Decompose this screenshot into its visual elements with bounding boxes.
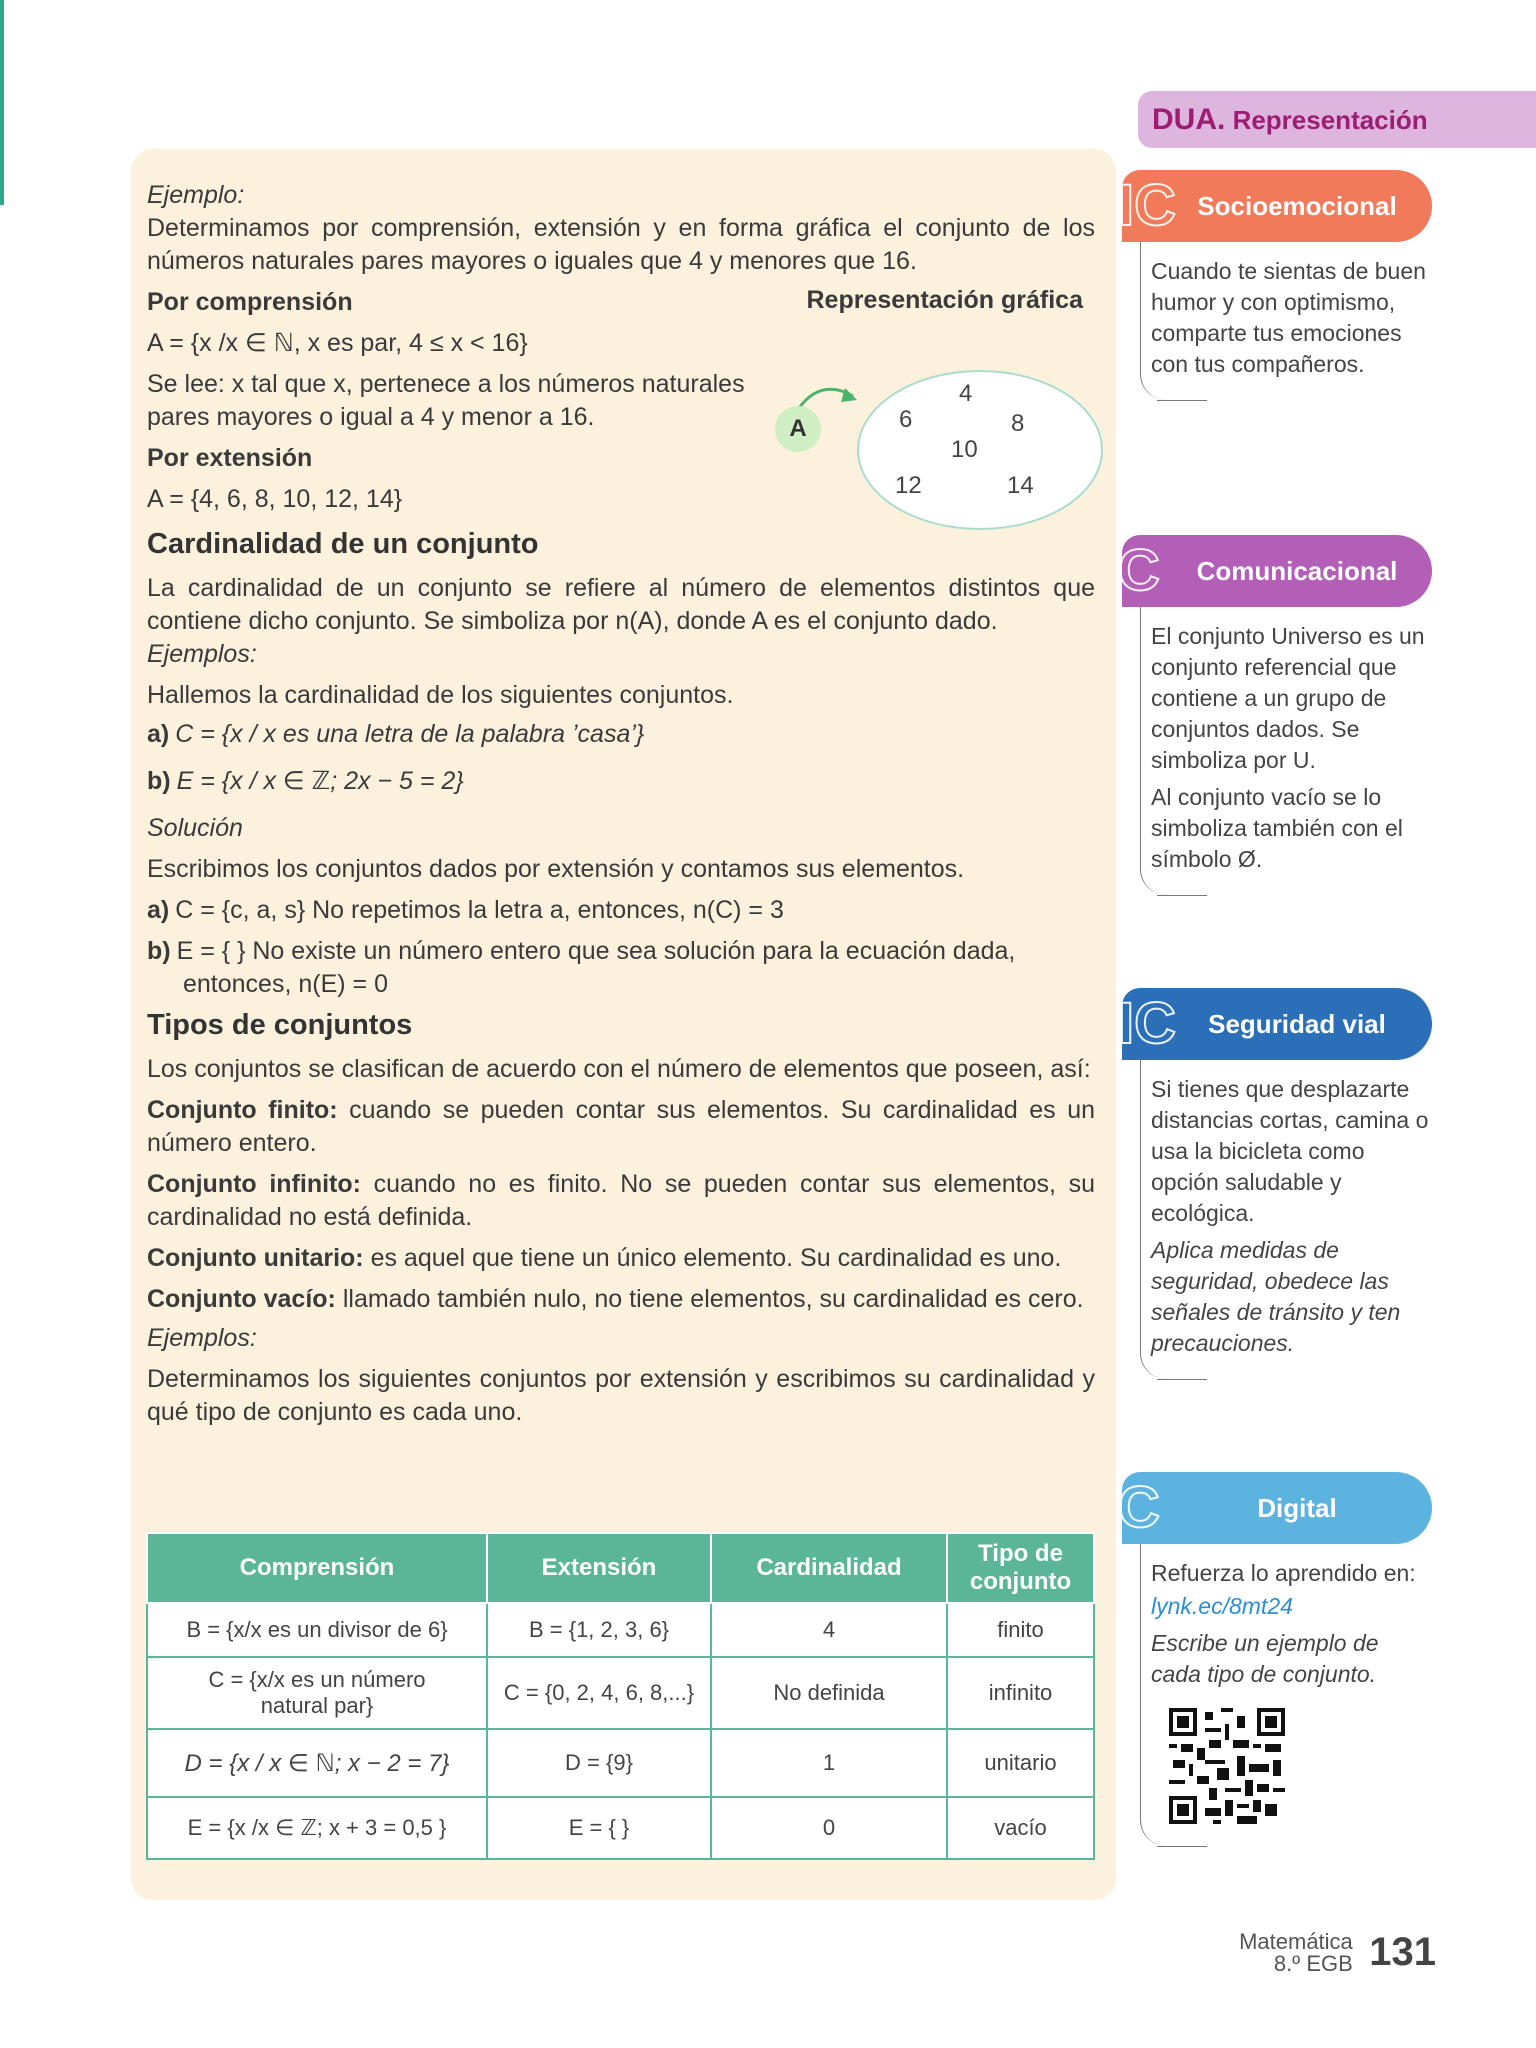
example-heading: Ejemplo:	[147, 181, 245, 209]
dua-banner: DUA. Representación	[1138, 91, 1536, 148]
qr-code-icon[interactable]	[1169, 1708, 1285, 1824]
seguridad-vial-title: Seguridad vial	[1208, 1009, 1386, 1039]
cardinality-prompt: Hallemos la cardinalidad de los siguientes conjuntos.	[147, 681, 734, 709]
diagram-element: 6	[899, 406, 913, 433]
table-cell: vacío	[947, 1797, 1094, 1859]
table-cell: D = {9}	[487, 1729, 711, 1797]
socioemocional-body: Cuando te sientas de buen humor y con optimismo, comparte tus emociones con tus compañeros.	[1140, 242, 1432, 400]
digital-body: Refuerza lo aprendido en: lynk.ec/8mt24 Escribe un ejemplo de cada tipo de conjunto.	[1140, 1544, 1432, 1846]
cardinality-title: Cardinalidad de un conjunto	[147, 528, 539, 560]
page-edge-line	[0, 0, 4, 205]
solution-b-cont: entonces, n(E) = 0	[183, 970, 388, 998]
table-header: Comprensión	[147, 1533, 487, 1603]
digital-link[interactable]: lynk.ec/8mt24	[1151, 1593, 1293, 1619]
table-cell: D = {x / x ∈ ℕ; x − 2 = 7}	[147, 1729, 487, 1797]
solution-label: Solución	[147, 814, 243, 842]
set-ellipse	[857, 370, 1103, 530]
table-cell: B = {1, 2, 3, 6}	[487, 1603, 711, 1657]
types-intro: Los conjuntos se clasifican de acuerdo con el número de elementos que poseen, así:	[147, 1055, 1091, 1083]
table-cell: B = {x/x es un divisor de 6}	[147, 1603, 487, 1657]
table-header: Extensión	[487, 1533, 711, 1603]
diagram-element: 12	[895, 472, 922, 499]
table-cell: C = {x/x es un número natural par}	[147, 1657, 487, 1729]
def-unitary: Conjunto unitario: es aquel que tiene un único elemento. Su cardinalidad es uno.	[147, 1244, 1062, 1272]
types-examples-intro: Determinamos los siguientes conjuntos por extensión y escribimos su cardinalidad y qué tipo de conjunto es cada uno.	[147, 1365, 1095, 1426]
diagram-element: 14	[1007, 472, 1034, 499]
comunicacional-box	[1118, 535, 1432, 895]
table-cell: 4	[711, 1603, 947, 1657]
graph-representation-label: Representación gráfica	[806, 286, 1083, 314]
table-cell: E = { }	[487, 1797, 711, 1859]
table-cell: C = {0, 2, 4, 6, 8,...}	[487, 1657, 711, 1729]
set-reading: Se lee: x tal que x, pertenece a los números naturales pares mayores o igual a 4 y menor a 16.	[147, 370, 745, 431]
cardinality-item-b: b) E = {x / x ∈ ℤ; 2x − 5 = 2}	[147, 767, 464, 795]
ic-badge-icon: IC	[1118, 173, 1176, 238]
cardinality-item-a: a) C = {x / x es una letra de la palabra ’casa’}	[147, 720, 645, 748]
table-row	[147, 1797, 1094, 1859]
cardinality-definition: La cardinalidad de un conjunto se refiere al número de elementos distintos que contiene dicho conjunto. Se simboliza por n(A), donde A es el conjunto dado.	[147, 574, 1095, 635]
table-cell: unitario	[947, 1729, 1094, 1797]
seguridad-vial-box	[1118, 988, 1432, 1379]
comunicacional-body: El conjunto Universo es un conjunto referencial que contiene a un grupo de conjuntos dados. Se simboliza por U. Al conjunto vacío se lo simboliza también con el símbolo Ø.	[1140, 607, 1432, 895]
set-name-badge: A	[775, 406, 821, 452]
sets-table	[146, 1532, 1095, 1860]
cardinality-examples-label: Ejemplos:	[147, 640, 257, 668]
table-cell: E = {x /x ∈ ℤ; x + 3 = 0,5 }	[147, 1797, 487, 1859]
footer-subject: Matemática 8.º EGB	[1239, 1928, 1353, 1976]
def-finite: Conjunto finito: cuando se pueden contar sus elementos. Su cardinalidad es un número entero.	[147, 1096, 1095, 1157]
comunicacional-title: Comunicacional	[1196, 556, 1398, 586]
set-extension: A = {4, 6, 8, 10, 12, 14}	[147, 485, 403, 513]
diagram-element: 4	[959, 380, 973, 407]
table-row	[147, 1657, 1094, 1729]
digital-title: Digital	[1257, 1493, 1337, 1523]
diagram-element: 8	[1011, 410, 1025, 437]
table-row	[147, 1729, 1094, 1797]
comunicacional-header	[1118, 535, 1432, 607]
types-examples-label: Ejemplos:	[147, 1324, 257, 1352]
def-empty: Conjunto vacío: llamado también nulo, no tiene elementos, su cardinalidad es cero.	[147, 1285, 1084, 1313]
socioemocional-header	[1118, 170, 1432, 242]
solution-b: b) E = { } No existe un número entero que sea solución para la ecuación dada,	[147, 937, 1016, 965]
table-header: Cardinalidad	[711, 1533, 947, 1603]
c-badge-icon: C	[1118, 1475, 1160, 1540]
example-intro: Determinamos por comprensión, extensión y en forma gráfica el conjunto de los números naturales pares mayores o iguales que 4 y menores que 16.	[147, 214, 1095, 275]
page-footer	[1239, 1930, 1436, 1975]
socioemocional-box	[1118, 170, 1432, 400]
table-cell: 1	[711, 1729, 947, 1797]
table-cell: infinito	[947, 1657, 1094, 1729]
solution-a: a) C = {c, a, s} No repetimos la letra a, entonces, n(C) = 3	[147, 896, 784, 924]
digital-box	[1118, 1472, 1432, 1846]
table-cell: finito	[947, 1603, 1094, 1657]
table-cell: No definida	[711, 1657, 947, 1729]
comprehension-row	[147, 286, 1095, 319]
by-extension-label: Por extensión	[147, 444, 313, 472]
diagram-element: 10	[951, 436, 978, 463]
page-number: 131	[1369, 1930, 1436, 1974]
socioemocional-title: Socioemocional	[1197, 191, 1397, 221]
by-comprehension-label: Por comprensión	[147, 288, 353, 316]
c-badge-icon: C	[1118, 538, 1160, 603]
digital-header	[1118, 1472, 1432, 1544]
seguridad-vial-header	[1118, 988, 1432, 1060]
def-infinite: Conjunto infinito: cuando no es finito. No se pueden contar sus elementos, su cardinalidad no está definida.	[147, 1170, 1095, 1231]
table-cell: 0	[711, 1797, 947, 1859]
table-header: Tipo de conjunto	[947, 1533, 1094, 1603]
main-content-box	[131, 149, 1116, 1900]
seguridad-vial-body: Si tienes que desplazarte distancias cortas, camina o usa la bicicleta como opción saludable y ecológica. Aplica medidas de seguridad, obedece las señales de tránsito y ten precauciones.	[1140, 1060, 1432, 1379]
table-row	[147, 1603, 1094, 1657]
set-comprehension: A = {x /x ∈ ℕ, x es par, 4 ≤ x < 16}	[147, 329, 528, 357]
types-title: Tipos de conjuntos	[147, 1009, 413, 1041]
set-diagram	[771, 354, 1091, 529]
table-header-row	[147, 1533, 1094, 1603]
solution-intro: Escribimos los conjuntos dados por extensión y contamos sus elementos.	[147, 855, 965, 883]
ic-badge-icon: IC	[1118, 991, 1176, 1056]
